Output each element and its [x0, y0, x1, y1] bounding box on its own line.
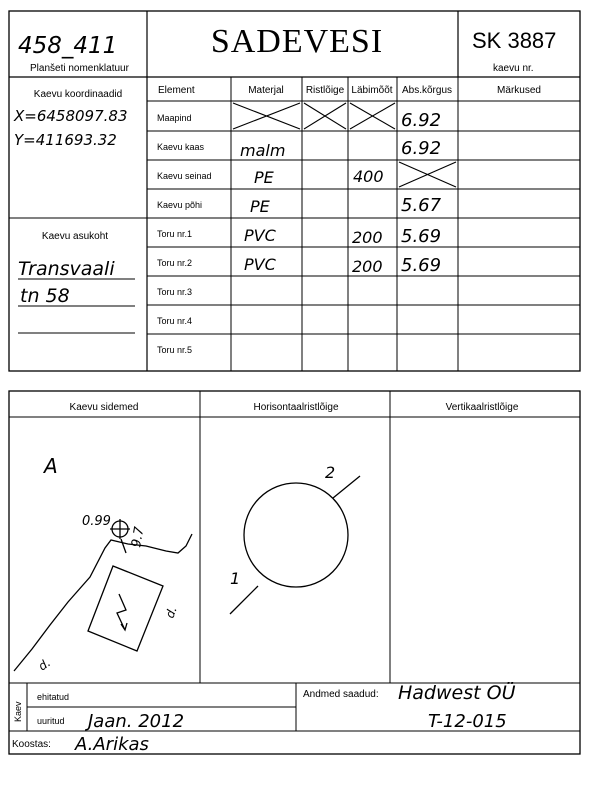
sidemed-distance-1: 0.99 — [82, 514, 111, 529]
koostas-label: Koostas: — [12, 739, 51, 750]
pipe-1-label: 1 — [230, 569, 241, 588]
pohi-materjal: PE — [250, 197, 270, 216]
row-label-toru-5: Toru nr.5 — [157, 345, 193, 355]
toru2-abs: 5.69 — [401, 255, 442, 276]
location-label: Kaevu asukoht — [41, 231, 109, 242]
header-element: Element — [158, 85, 195, 96]
toru2-materjal: PVC — [244, 255, 276, 274]
sidemed-sketch — [14, 519, 192, 674]
ehitatud-label: ehitatud — [37, 692, 70, 702]
header-materjal: Materjal — [248, 85, 284, 96]
pohi-abs: 5.67 — [401, 195, 442, 216]
cross-seinad-abs — [399, 162, 456, 187]
toru1-abs: 5.69 — [401, 226, 442, 247]
pipe-2-label: 2 — [325, 463, 336, 482]
toru1-materjal: PVC — [244, 226, 276, 245]
sidemed-letter: A — [44, 454, 58, 478]
row-label-kaevu-kaas: Kaevu kaas — [157, 142, 205, 152]
uuritud-label: uuritud — [37, 716, 65, 726]
row-label-toru-2: Toru nr.2 — [157, 258, 193, 268]
coordinates-label: Kaevu koordinaadid — [33, 89, 123, 100]
location-line-2: tn 58 — [20, 285, 70, 307]
row-label-toru-1: Toru nr.1 — [157, 229, 193, 239]
pipe-2-line — [333, 476, 360, 498]
toru1-labimoot: 200 — [352, 228, 383, 247]
kaevu-nr-label: kaevu nr. — [493, 63, 534, 74]
row-label-maapind: Maapind — [157, 113, 192, 123]
location-line-1: Transvaali — [18, 258, 115, 280]
toru2-labimoot: 200 — [352, 257, 383, 276]
kaas-materjal: malm — [240, 141, 286, 160]
header-ristloige: Ristlõige — [305, 85, 345, 96]
measure-line — [121, 539, 126, 553]
header-markused: Märkused — [497, 85, 541, 96]
row-label-kaevu-pohi: Kaevu põhi — [157, 200, 203, 210]
well-circle — [244, 483, 348, 587]
nomenklatuur-label: Planšeti nomenklatuur — [30, 63, 129, 74]
row-label-toru-3: Toru nr.3 — [157, 287, 193, 297]
sidemed-mark-2: d. — [35, 655, 54, 674]
sidemed-label: Kaevu sidemed — [69, 402, 139, 413]
seinad-materjal: PE — [254, 168, 274, 187]
maapind-abs: 6.92 — [401, 110, 442, 131]
sidemed-distance-2: 9.7 — [129, 525, 148, 549]
horisontaal-sketch — [230, 476, 360, 614]
row-label-kaevu-seinad: Kaevu seinad — [157, 171, 212, 181]
row-label-toru-4: Toru nr.4 — [157, 316, 193, 326]
arrow-symbol — [117, 594, 127, 630]
andmed-value-1: Hadwest OÜ — [398, 682, 516, 704]
header-labimoot: Läbimõõt — [351, 85, 393, 96]
header-abs-korgus: Abs.kõrgus — [401, 85, 453, 96]
kaevu-nr-value: SK 3887 — [472, 28, 557, 53]
seinad-labimoot: 400 — [353, 167, 384, 186]
vertikaal-label: Vertikaalristlõige — [445, 402, 519, 413]
kaev-side-label: Kaev — [13, 701, 23, 722]
kaas-abs: 6.92 — [401, 138, 442, 159]
building-outline — [14, 534, 192, 674]
koostas-value: A.Arikas — [75, 734, 149, 755]
page-title: SADEVESI — [210, 23, 384, 60]
cross-maapind-ristloige — [304, 103, 346, 129]
uuritud-value: Jaan. 2012 — [88, 711, 185, 732]
nomenklatuur-value: 458_411 — [18, 33, 118, 59]
andmed-label: Andmed saadud: — [303, 689, 379, 700]
coordinate-y: Y=411693.32 — [14, 131, 117, 149]
andmed-value-2: T-12-015 — [428, 711, 507, 732]
coordinate-x: X=6458097.83 — [14, 107, 128, 125]
cross-maapind-materjal — [233, 103, 300, 129]
cross-maapind-labimoot — [350, 103, 395, 129]
pipe-1-line — [230, 586, 258, 614]
horisontaal-label: Horisontaalristlõige — [253, 402, 339, 413]
sidemed-mark-1: d. — [162, 604, 180, 621]
